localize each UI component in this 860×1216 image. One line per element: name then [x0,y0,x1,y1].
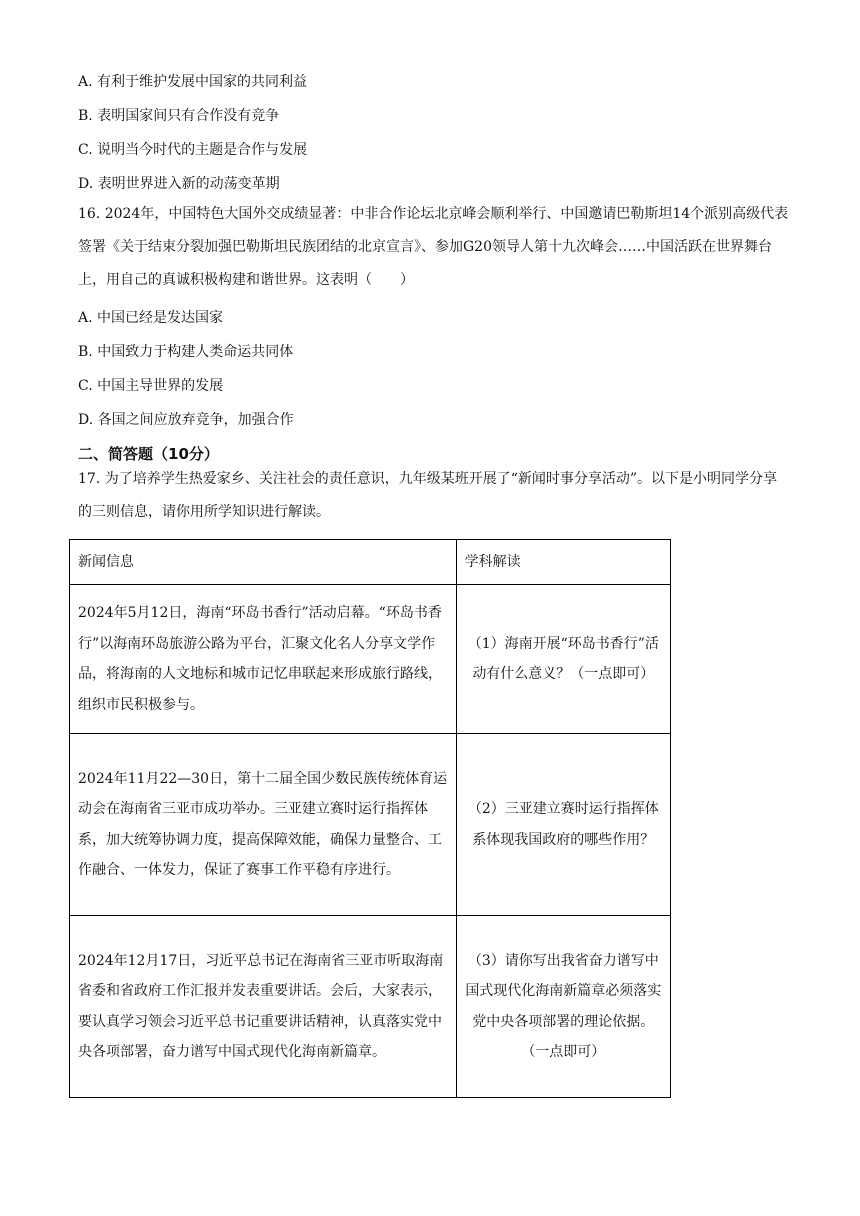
q15-option-c: C. 说明当今时代的主题是合作与发展 [78,142,308,158]
q15-option-a: A. 有利于维护发展中国家的共同利益 [78,74,308,90]
table-header-row [70,540,671,585]
news-cell: 2024年12月17日，习近平总书记在海南省三亚市听取海南省委和省政府工作汇报并发表重要讲话。会后，大家表示，要认真学习领会习近平总书记重要讲话精神，认真落实党中央各项部署，奋力谱写中国式现代化海南新篇章。 [70,916,457,1098]
q16-option-c: C. 中国主导世界的发展 [78,378,224,394]
question-cell: （2）三亚建立赛时运行指挥体系体现我国政府的哪些作用？ [456,734,670,916]
q17-stem: 17. 为了培养学生热爱家乡、关注社会的责任意识，九年级某班开展了“新闻时事分享活动”。以下是小明同学分享的三则信息，请你用所学知识进行解读。 [78,471,778,520]
question-cell: （1）海南开展“环岛书香行”活动有什么意义？（一点即可） [456,585,670,734]
q16-option-b: B. 中国致力于构建人类命运共同体 [78,344,294,360]
news-table [69,539,671,1098]
q15-option-d: D. 表明世界进入新的动荡变革期 [78,176,280,192]
q16-option-d: D. 各国之间应放弃竞争，加强合作 [78,412,294,428]
table-row [70,916,671,1098]
header-interpretation: 学科解读 [456,540,670,585]
table-row [70,585,671,734]
q15-option-b: B. 表明国家间只有合作没有竞争 [78,108,280,124]
question-cell: （3）请你写出我省奋力谱写中国式现代化海南新篇章必须落实党中央各项部署的理论依据。（一点即可） [456,916,670,1098]
table-row [70,734,671,916]
q16-stem: 16. 2024年，中国特色大国外交成绩显著：中非合作论坛北京峰会顺利举行、中国邀请巴勒斯坦14个派别高级代表签署《关于结束分裂加强巴勒斯坦民族团结的北京宣言》、参加G20领导人第十九次峰会……中国活跃在世界舞台上，用自己的真诚积极构建和谐世界。这表明（ ） [78,206,789,288]
section-heading: 二、简答题（10分） [78,445,219,463]
header-news: 新闻信息 [70,540,457,585]
news-cell: 2024年5月12日，海南“环岛书香行”活动启幕。“环岛书香行”以海南环岛旅游公路为平台，汇聚文化名人分享文学作品，将海南的人文地标和城市记忆串联起来形成旅行路线，组织市民积极参与。 [70,585,457,734]
news-cell: 2024年11月22—30日，第十二届全国少数民族传统体育运动会在海南省三亚市成功举办。三亚建立赛时运行指挥体系，加大统筹协调力度，提高保障效能，确保力量整合、工作融合、一体发力，保证了赛事工作平稳有序进行。 [70,734,457,916]
q16-option-a: A. 中国已经是发达国家 [78,310,224,326]
